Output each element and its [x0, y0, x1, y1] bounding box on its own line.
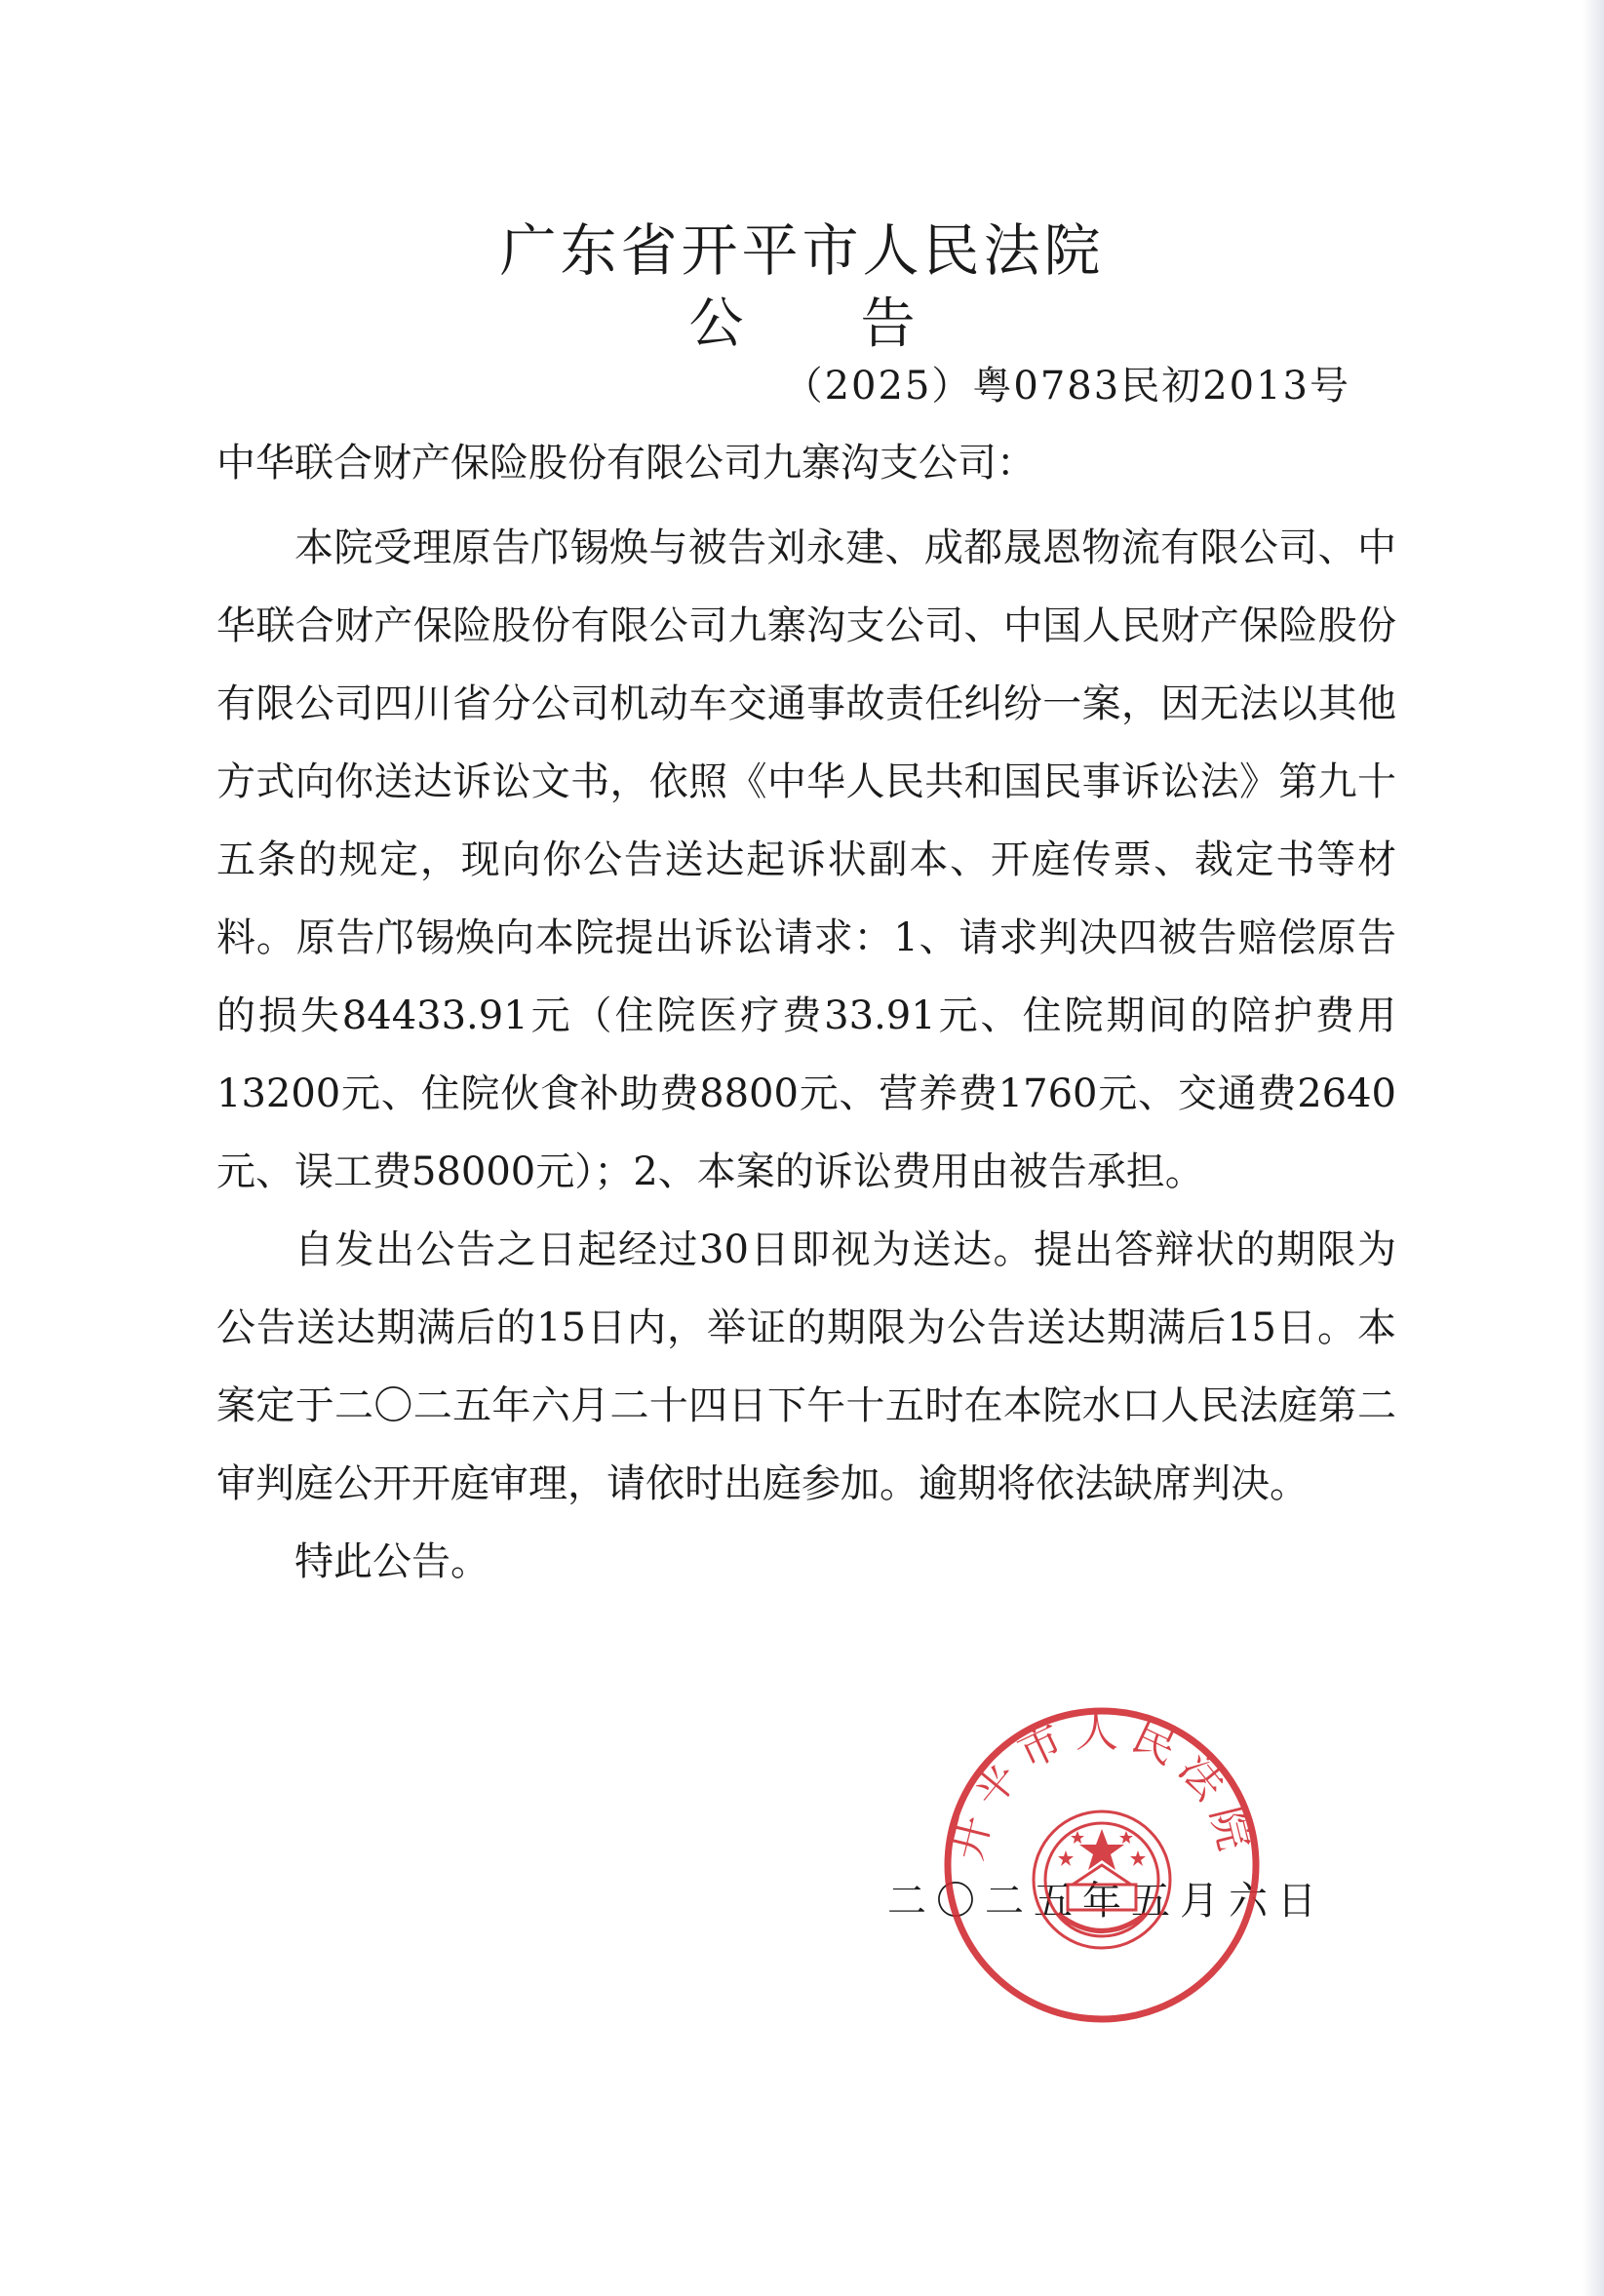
issue-date: 二〇二五年五月六日: [887, 1879, 1326, 1924]
announcement-body: [216, 509, 1396, 1601]
paragraph-claim: 本院受理原告邝锡焕与被告刘永建、成都晟恩物流有限公司、中华联合财产保险股份有限公司九寨沟支公司、中国人民财产保险股份有限公司四川省分公司机动车交通事故责任纠纷一案，因无法以其他方式向你送达诉讼文书，依照《中华人民共和国民事诉讼法》第九十五条的规定，现向你公告送达起诉状副本、开庭传票、裁定书等材料。原告邝锡焕向本院提出诉讼请求：1、请求判决四被告赔偿原告的损失84433.91元（住院医疗费33.91元、住院期间的陪护费用13200元、住院伙食补助费8800元、营养费1760元、交通费2640元、误工费58000元）；2、本案的诉讼费用由被告承担。: [216, 525, 1396, 1194]
case-number: （2025）粤0783民初2013号: [783, 364, 1350, 409]
document-type: [0, 292, 1604, 357]
paragraph-service: 自发出公告之日起经过30日即视为送达。提出答辩状的期限为公告送达期满后的15日内，举证的期限为公告送达期满后15日。本案定于二〇二五年六月二十四日下午十五时在本院水口人民法庭第二审判庭公开开庭审理，请依时出庭参加。逾期将依法缺席判决。: [216, 1227, 1396, 1506]
seal-text: 开平市人民法院: [942, 1707, 1262, 1865]
court-title: 广东省开平市人民法院: [499, 217, 1105, 284]
document-type-char-2: 告: [860, 292, 916, 356]
paragraph-closing: 特此公告。: [294, 1539, 489, 1584]
court-seal-icon: [941, 1704, 1263, 2026]
document-type-char-1: 公: [688, 292, 744, 356]
addressee: 中华联合财产保险股份有限公司九寨沟支公司：: [216, 441, 1036, 486]
